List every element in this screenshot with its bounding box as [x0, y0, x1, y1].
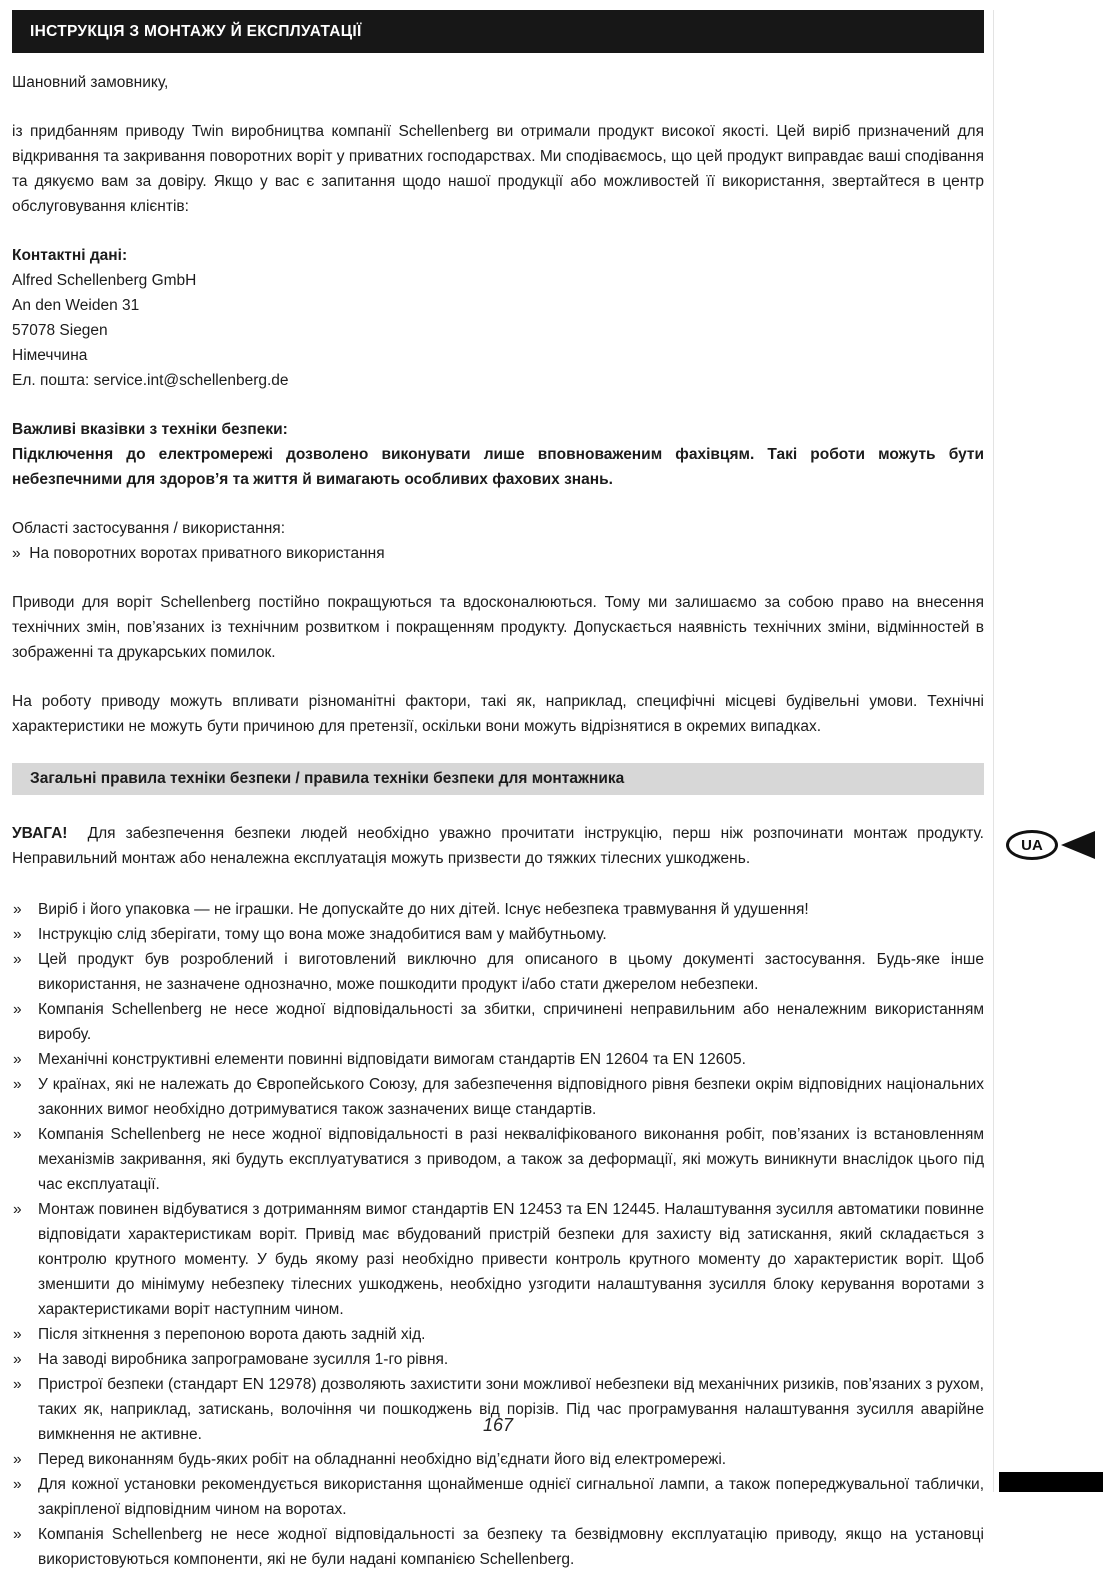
warning-label: УВАГА! [12, 825, 68, 842]
bullet-marker: » [13, 926, 22, 943]
list-item: » Компанія Schellenberg не несе жодної відповідальності в разі некваліфікованого виконання робіт, пов’язаних із встановленням механізмів закривання, які будуть експлуатуватися з приводом, а також за деформації, які можуть виникнути внаслідок цього під час експлуатації. [12, 1122, 984, 1197]
bullet-marker: » [13, 901, 22, 918]
list-item: » Для кожної установки рекомендується використання щонайменше однієї сигнальної лампи, а також попереджувальної таблички, закріпленої відповідним чином на воротах. [12, 1472, 984, 1522]
contact-heading: Контактні дані: [12, 247, 128, 264]
bullet-marker: » [13, 1376, 22, 1393]
list-item: » Компанія Schellenberg не несе жодної відповідальності за збитки, спричинені неправильним або неналежним використанням виробу. [12, 997, 984, 1047]
safety-rules-list [12, 897, 984, 1572]
contact-line: Німеччина [12, 347, 88, 364]
bullet-marker: » [13, 951, 22, 968]
contact-line: Alfred Schellenberg GmbH [12, 272, 197, 289]
corner-scan-mark [999, 1472, 1103, 1492]
bullet-marker: » [13, 1526, 22, 1543]
list-item: » Механічні конструктивні елементи повинні відповідати вимогам стандартів EN 12604 та EN 12605. [12, 1047, 984, 1072]
bullet-marker: » [13, 1051, 22, 1068]
contact-line: 57078 Siegen [12, 322, 108, 339]
page-edge-line [993, 10, 994, 1492]
paragraph-improvement: Приводи для воріт Schellenberg постійно покращуються та вдосконалюються. Тому ми залишаємо за собою право на внесення технічних змін, пов’язаних із технічним розвитком і покращенням продукту. Допускається наявність технічних зміни, відмінностей в зображенні та друкарських помилок. [12, 594, 984, 661]
bullet-marker: » [13, 1076, 22, 1093]
application-item-text: На поворотних воротах приватного використання [29, 545, 385, 562]
list-item: » Цей продукт був розроблений і виготовлений виключно для описаного в цьому документі застосування. Будь-яке інше використання, не зазначене однозначно, може пошкодити продукт і/або стати джерелом небезпеки. [12, 947, 984, 997]
ua-language-badge: UA [1006, 830, 1058, 860]
bullet-marker: » [13, 1451, 22, 1468]
list-item: » Компанія Schellenberg не несе жодної відповідальності за безпеку та безвідмовну експлуатацію приводу, якщо на установці використовуються компоненти, які не були надані компанією Schellenberg. [12, 1522, 984, 1572]
bullet-marker: » [13, 1201, 22, 1218]
list-item: » Інструкцію слід зберігати, тому що вона може знадобитися вам у майбутньому. [12, 922, 984, 947]
application-heading: Області застосування / використання: [12, 520, 285, 537]
contact-line: An den Weiden 31 [12, 297, 140, 314]
safety-heading: Важливі вказівки з техніки безпеки: [12, 421, 288, 438]
list-item: » Виріб і його упаковка — не іграшки. Не допускайте до них дітей. Існує небезпека травмування й удушення! [12, 897, 984, 922]
list-item: » Пристрої безпеки (стандарт EN 12978) дозволяють захистити зони можливої небезпеки від механічних ризиків, пов’язаних з рухом, таких як, наприклад, затискань, волочіння чи пошкоджень від порізів. Під час програмування налаштування зусилля аварійне вимкнення не активне. [12, 1372, 984, 1447]
bullet-marker: » [13, 1001, 22, 1018]
paragraph-factors: На роботу приводу можуть впливати різноманітні фактори, такі як, наприклад, специфічні місцеві будівельні умови. Технічні характеристики не можуть бути причиною для претензії, оскільки вони можуть відрізнятися в окремих випадках. [12, 693, 984, 735]
salutation: Шановний замовнику, [12, 74, 169, 91]
contact-email-line: Ел. пошта: service.int@schellenberg.de [12, 372, 289, 389]
list-item: » Монтаж повинен відбуватися з дотриманням вимог стандартів EN 12453 та EN 12445. Налаштування зусилля автоматики повинне відповідати характеристикам воріт. Привід має вбудований пристрій безпеки для захисту від затискання, який складається з контролю крутного моменту. У будь якому разі необхідно привести контроль крутного моменту до характеристик воріт. Щоб зменшити до мінімуму небезпеку тілесних ушкоджень, необхідно узгодити налаштування зусилля блоку керування воротами з характеристиками воріт наступним чином. [12, 1197, 984, 1322]
bullet-marker: » [12, 545, 21, 562]
safety-paragraph: Підключення до електромережі дозволено виконувати лише вповноваженим фахівцям. Такі роботи можуть бути небезпечними для здоров’я та життя й вимагають особливих фахових знань. [12, 446, 984, 488]
contact-block [12, 243, 984, 393]
warning-text: Для забезпечення безпеки людей необхідно уважно прочитати інструкцію, перш ніж розпочинати монтаж продукту. Неправильний монтаж або неналежна експлуатація можуть призвести до тяжких тілесних ушкоджень. [12, 825, 984, 867]
document-title-bar: ІНСТРУКЦІЯ З МОНТАЖУ Й ЕКСПЛУАТАЦІЇ [12, 10, 984, 53]
application-list-item [12, 541, 984, 566]
bullet-marker: » [13, 1351, 22, 1368]
bullet-marker: » [13, 1326, 22, 1343]
bullet-marker: » [13, 1126, 22, 1143]
intro-paragraph: із придбанням приводу Twin виробництва компанії Schellenberg ви отримали продукт високої якості. Цей виріб призначений для відкривання та закривання поворотних воріт у приватних господарствах. Ми сподіваємось, що цей продукт виправдає ваші сподівання та дякуємо вам за довіру. Якщо у вас є запитання щодо нашої продукції або можливостей її використання, звертайтеся в центр обслуговування клієнтів: [12, 123, 984, 215]
warning-paragraph [12, 821, 984, 871]
application-block [12, 516, 984, 566]
section-header: Загальні правила техніки безпеки / правила техніки безпеки для монтажника [12, 763, 984, 795]
page-number: 167 [482, 1415, 514, 1435]
list-item: » Після зіткнення з перепоною ворота дають задній хід. [12, 1322, 984, 1347]
list-item: » У країнах, які не належать до Європейського Союзу, для забезпечення відповідного рівня безпеки окрім відповідних національних законних вимог необхідно дотримуватися також зазначених вище стандартів. [12, 1072, 984, 1122]
list-item: » На заводі виробника запрограмоване зусилля 1-го рівня. [12, 1347, 984, 1372]
list-item: » Перед виконанням будь-яких робіт на обладнанні необхідно від’єднати його від електромережі. [12, 1447, 984, 1472]
language-tab [1006, 830, 1095, 860]
bullet-marker: » [13, 1476, 22, 1493]
tab-arrow-icon [1061, 831, 1095, 859]
safety-notice-block [12, 417, 984, 492]
manual-page [0, 10, 1103, 1568]
